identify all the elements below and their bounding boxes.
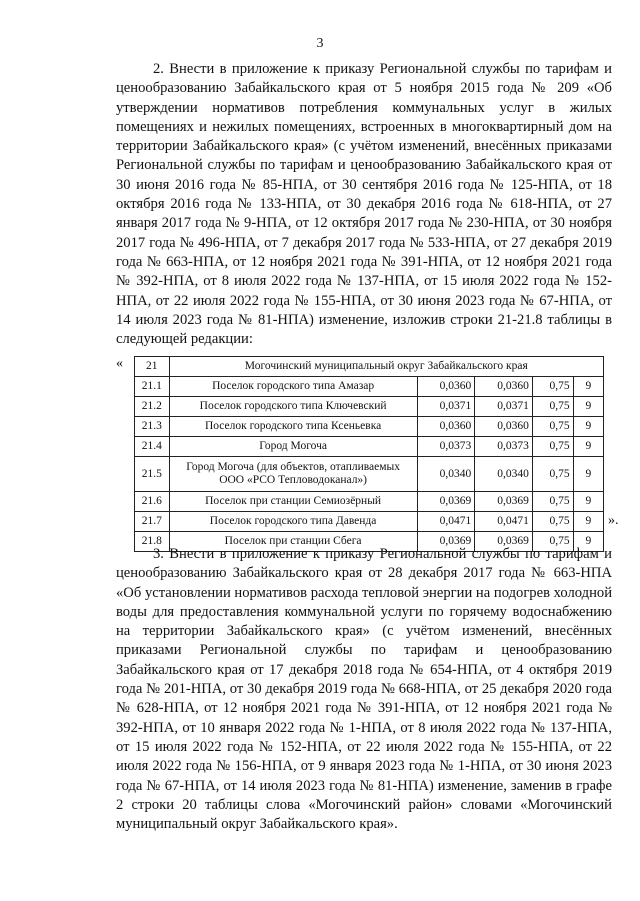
settlement-name: Поселок городского типа Амазар xyxy=(169,377,417,397)
value-1: 0,0340 xyxy=(417,457,475,492)
value-1: 0,0369 xyxy=(417,492,475,512)
paragraph-2: 2. Внести в приложение к приказу Региональной службы по тарифам и ценообразованию Забайкальского края от 5 ноября 2015 года № 209 «Об утверждении нормативов потребления коммунальных услуг в жилых помещениях и нежилых помещениях, встроенных в многоквартирный дом на территории Забайкальского края» (с учётом изменений, внесённых приказами Региональной службы по тарифам и ценообразованию Забайкальского края от 30 июня 2016 года № 85-НПА, от 30 сентября 2016 года № 125-НПА, от 18 октября 2016 года № 133-НПА, от 30 декабря 2016 года № 618-НПА, от 27 января 2017 года № 9-НПА, от 12 октября 2017 года № 230-НПА, от 30 ноября 2017 года № 496-НПА, от 7 декабря 2017 года № 533-НПА, от 27 декабря 2019 года № 663-НПА, от 12 ноября 2021 года № 391-НПА, от 12 ноября 2021 года № 392-НПА, от 8 июля 2022 года № 137-НПА, от 15 июля 2022 года № 152-НПА, от 22 июля 2022 года № 155-НПА, от 30 июня 2023 года № 67-НПА, от 14 июля 2023 года № 81-НПА) изменение, изложив строки 21-21.8 таблицы в следующей редакции: xyxy=(116,61,612,348)
row-number: 21.2 xyxy=(135,397,170,417)
table-row xyxy=(135,397,604,417)
row-number: 21.6 xyxy=(135,492,170,512)
value-4: 9 xyxy=(573,377,603,397)
value-2: 0,0369 xyxy=(475,532,533,552)
value-4: 9 xyxy=(573,512,603,532)
value-2: 0,0373 xyxy=(475,437,533,457)
table-row xyxy=(135,492,604,512)
value-3: 0,75 xyxy=(532,457,573,492)
settlement-name: Город Могоча xyxy=(169,437,417,457)
table-row xyxy=(135,377,604,397)
value-1: 0,0471 xyxy=(417,512,475,532)
value-3: 0,75 xyxy=(532,417,573,437)
value-3: 0,75 xyxy=(532,437,573,457)
settlement-name: Поселок городского типа Давенда xyxy=(169,512,417,532)
table-row xyxy=(135,437,604,457)
table-close-quote: ». xyxy=(608,513,619,528)
row-number: 21.8 xyxy=(135,532,170,552)
value-4: 9 xyxy=(573,492,603,512)
value-2: 0,0471 xyxy=(475,512,533,532)
table-row xyxy=(135,457,604,492)
value-4: 9 xyxy=(573,437,603,457)
settlement-name: Поселок городского типа Ксеньевка xyxy=(169,417,417,437)
value-4: 9 xyxy=(573,457,603,492)
value-3: 0,75 xyxy=(532,377,573,397)
value-1: 0,0369 xyxy=(417,532,475,552)
table-header-title: Могочинский муниципальный округ Забайкальского края xyxy=(169,357,603,377)
value-2: 0,0360 xyxy=(475,417,533,437)
row-number: 21.5 xyxy=(135,457,170,492)
value-2: 0,0371 xyxy=(475,397,533,417)
settlement-name: Поселок городского типа Ключевский xyxy=(169,397,417,417)
settlement-name: Поселок при станции Сбега xyxy=(169,532,417,552)
value-2: 0,0340 xyxy=(475,457,533,492)
settlement-name: Поселок при станции Семиозёрный xyxy=(169,492,417,512)
value-4: 9 xyxy=(573,417,603,437)
value-1: 0,0360 xyxy=(417,417,475,437)
table-row xyxy=(135,417,604,437)
value-3: 0,75 xyxy=(532,532,573,552)
row-number: 21.7 xyxy=(135,512,170,532)
value-3: 0,75 xyxy=(532,492,573,512)
table-header-num: 21 xyxy=(135,357,170,377)
table-open-quote: « xyxy=(116,356,123,371)
table-row xyxy=(135,512,604,532)
value-4: 9 xyxy=(573,397,603,417)
norms-table xyxy=(134,356,604,552)
table-header-row xyxy=(135,357,604,377)
row-number: 21.3 xyxy=(135,417,170,437)
value-2: 0,0369 xyxy=(475,492,533,512)
paragraph-3: 3. Внести в приложение к приказу Региональной службы по тарифам и ценообразованию Забайкальского края от 28 декабря 2017 года № 663-НПА «Об установлении нормативов расхода тепловой энергии на подогрев холодной воды для предоставления коммунальной услуги по горячему водоснабжению на территории Забайкальского края» (с учётом изменений, внесённых приказами Региональной службы по тарифам и ценообразованию Забайкальского края от 17 декабря 2018 года № 654-НПА, от 4 октября 2019 года № 201-НПА, от 30 декабря 2019 года № 668-НПА, от 25 декабря 2020 года № 628-НПА, от 12 ноября 2021 года № 391-НПА, от 12 ноября 2021 года № 392-НПА, от 10 января 2022 года № 1-НПА, от 8 июля 2022 года № 137-НПА, от 15 июля 2022 года № 152-НПА, от 22 июля 2022 года № 155-НПА, от 22 июля 2022 года № 156-НПА, от 9 января 2023 года № 1-НПА, от 30 июня 2023 года № 67-НПА, от 14 июля 2023 года № 81-НПА) изменение, заменив в графе 2 строки 20 таблицы слова «Могочинский район» словами «Могочинский муниципальный округ Забайкальского края». xyxy=(116,546,612,833)
row-number: 21.4 xyxy=(135,437,170,457)
value-1: 0,0373 xyxy=(417,437,475,457)
value-1: 0,0360 xyxy=(417,377,475,397)
page-number: 3 xyxy=(316,36,324,51)
value-3: 0,75 xyxy=(532,512,573,532)
settlement-name: Город Могоча (для объектов, отапливаемых ООО «РСО Тепловодоканал») xyxy=(169,457,417,492)
value-4: 9 xyxy=(573,532,603,552)
value-2: 0,0360 xyxy=(475,377,533,397)
value-1: 0,0371 xyxy=(417,397,475,417)
value-3: 0,75 xyxy=(532,397,573,417)
row-number: 21.1 xyxy=(135,377,170,397)
